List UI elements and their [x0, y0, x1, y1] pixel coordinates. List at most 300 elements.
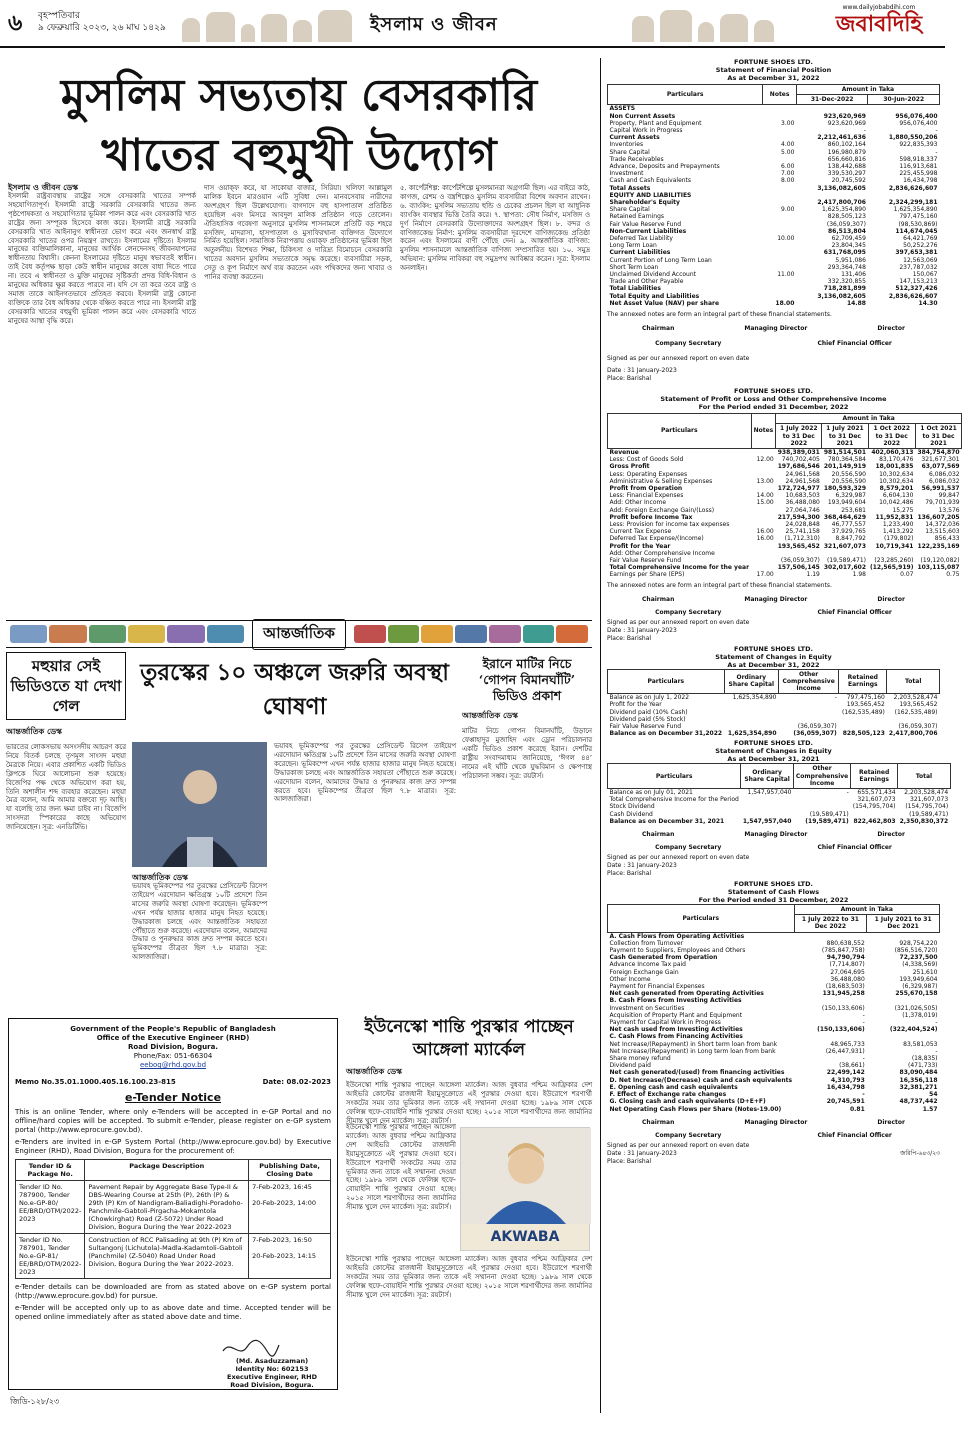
row-value: (471,733)	[908, 1062, 938, 1070]
band-images-right	[350, 622, 592, 646]
row-value	[763, 185, 797, 192]
row-value: -	[862, 1011, 865, 1019]
row-value: 1,625,354,890	[732, 694, 777, 702]
row-value: 740,702,405	[781, 456, 820, 464]
table-row	[608, 271, 940, 278]
row-value	[741, 803, 794, 810]
tender-notice	[8, 1018, 338, 1390]
mahua-headline: মহুয়ার সেই ভিডিওতে যা দেখা গেল	[6, 652, 126, 720]
row-value: 512,327,426	[895, 285, 938, 293]
row-value: 4.00	[781, 141, 795, 149]
tender-table	[15, 1159, 331, 1279]
table-row	[608, 264, 940, 271]
row-value: 27,064,695	[830, 968, 865, 976]
table-row	[608, 1041, 940, 1048]
row-value: 598,918,337	[899, 155, 938, 163]
row-value: (26,447,931)	[825, 1047, 865, 1055]
table-row	[608, 249, 940, 256]
unesco-mid	[346, 1123, 592, 1253]
tender-download: e-Tender details can be downloaded are from as stated above on e-GP system portal (http://www.eprocure.gov.bd) for pursue.	[15, 1283, 331, 1300]
table-row	[608, 997, 940, 1004]
row-value	[763, 134, 797, 141]
row-value	[724, 716, 778, 723]
issue-date	[38, 10, 166, 34]
row-value: 321,607,073	[857, 796, 896, 804]
eq2-col-2: Other Comprehensive Income	[793, 764, 850, 789]
table-row	[608, 803, 951, 810]
row-value: 4,310,793	[830, 1076, 865, 1084]
sig-secretary: Company Secretary	[655, 844, 722, 852]
table-row	[608, 163, 940, 170]
sig-chairman: Chairman	[642, 595, 675, 603]
table-row	[608, 521, 962, 528]
table-row	[608, 456, 962, 463]
table-row	[608, 134, 940, 141]
pl-table	[607, 413, 962, 578]
row-label: D. Net Increase/(Decrease) cash and cash equivalents	[609, 1076, 793, 1084]
table-row	[608, 1091, 940, 1098]
cf-signatures	[607, 1119, 940, 1126]
row-label: Fair Value Reserve Fund	[609, 220, 682, 228]
table-row	[608, 1012, 940, 1019]
table-row	[608, 170, 940, 177]
sfp-signed: Signed as per our annexed report on even date	[607, 355, 750, 363]
table-row	[608, 199, 940, 206]
row-value: 880,638,552	[826, 939, 865, 947]
row-label: Current Portion of Long Term Loan	[609, 256, 712, 264]
sfp-col-particulars: Particulars	[608, 85, 763, 105]
row-value: 1,547,957,040	[742, 817, 792, 825]
row-value	[724, 709, 778, 716]
row-value	[776, 550, 822, 557]
row-value: 2,836,626,607	[888, 292, 938, 300]
sfp-signatures	[607, 325, 940, 332]
row-value: 94,790,794	[826, 954, 865, 962]
row-label: Long Term Loan	[609, 242, 657, 250]
row-value	[763, 293, 797, 300]
cf-col-2: 1 July 2021 to 31 Dec 2021	[867, 915, 940, 932]
eq-signatures	[607, 831, 940, 838]
tender-row-dates	[249, 1181, 331, 1234]
tender-row-close: 20-Feb-2023, 14:15	[252, 1252, 317, 1260]
table-row	[608, 694, 940, 702]
cf-col-amount: Amount in Taka	[794, 905, 939, 915]
unesco-article	[346, 1016, 592, 1412]
row-label: Unclaimed Dividend Account	[609, 271, 697, 279]
pl-period: For the Period ended 31 December, 2022	[698, 403, 849, 412]
row-value	[751, 543, 776, 550]
row-value: 63,077,569	[921, 463, 960, 471]
row-value: 48,965,733	[830, 1040, 865, 1048]
table-row	[608, 1077, 940, 1084]
table-row	[608, 1062, 940, 1069]
row-value: 0.81	[849, 1105, 865, 1113]
table-row	[608, 463, 962, 470]
row-value: 9.00	[781, 206, 795, 214]
turkey-article	[132, 656, 457, 1012]
row-value: 99,847	[938, 492, 960, 500]
row-value: 1,625,354,890	[727, 730, 777, 738]
row-label: Net cash used from Investing Activities	[609, 1026, 743, 1034]
row-value: 860,102,164	[827, 141, 866, 149]
row-value: 15.00	[756, 499, 774, 507]
row-value: 36,488,080	[785, 499, 820, 507]
row-value: 201,149,919	[823, 463, 866, 471]
row-label: Balance as on July 01, 2021	[609, 789, 693, 796]
row-value: (36,059,307)	[793, 730, 837, 738]
row-value: 321,607,073	[823, 542, 866, 550]
sig-secretary: Company Secretary	[655, 340, 722, 348]
row-label: Advance Income Tax paid	[609, 961, 686, 969]
cf-place: Place: Barishal	[607, 1157, 652, 1165]
tender-road: Road Division, Bogura.	[128, 1043, 218, 1051]
row-label: Fair Value Reserve Fund	[609, 556, 682, 564]
row-value: 157,506,145	[777, 564, 820, 572]
row-label: Profit from Operation	[609, 484, 683, 492]
row-label: Balance as on December 31, 2021	[609, 817, 725, 825]
row-value: (162,535,489)	[842, 708, 885, 716]
table-row	[608, 730, 940, 737]
row-label: Total Assets	[609, 184, 651, 192]
iran-article	[462, 656, 592, 956]
turkey-headline: তুরস্কের ১০ অঞ্চলে জরুরি অবস্থা ঘোষণা	[140, 659, 449, 720]
row-value: -	[935, 127, 938, 135]
row-value: 6.00	[781, 163, 795, 171]
row-value	[779, 709, 839, 716]
row-value: 2,417,800,706	[817, 199, 866, 207]
row-value: 981,514,501	[823, 448, 866, 456]
row-value: 2,417,800,706	[888, 730, 938, 738]
eq-signatures-2	[607, 844, 940, 851]
row-value: 332,320,855	[827, 278, 866, 286]
row-value: 631,768,095	[823, 249, 866, 257]
row-value	[751, 471, 776, 478]
row-value	[839, 723, 887, 730]
row-value: (179,802)	[883, 535, 914, 543]
row-value: 2,836,626,607	[888, 184, 938, 192]
row-value: 368,464,629	[823, 513, 866, 521]
table-row	[608, 796, 951, 803]
row-value: 251,610	[912, 968, 938, 976]
masthead[interactable]	[820, 4, 938, 44]
row-value: (23,285,260)	[874, 556, 914, 564]
tender-signatory	[227, 1357, 317, 1389]
table-row	[608, 278, 940, 285]
table-row	[608, 550, 962, 557]
row-label: Investment	[609, 170, 644, 178]
row-label: E. Opening cash and cash equivalents	[609, 1083, 738, 1091]
row-label: Share Capital	[609, 148, 650, 156]
row-value	[868, 550, 915, 557]
row-value: 25,741,158	[785, 528, 820, 536]
row-value: 2,203,528,474	[893, 694, 938, 702]
page-number: ৬	[8, 11, 23, 36]
sig-md: Managing Director	[744, 1118, 808, 1126]
eq-col-particulars: Particulars	[608, 669, 725, 694]
tender-memo-row	[15, 1078, 331, 1087]
mahua-body: ভারতের লোকসভায় অসংসদীয় আচরণ করে নিয়ে বিতর্ক চলছে তৃণমূল সাংসদ মহুয়া মৈত্রকে নিয়ে। এবার প্রকাশিত একটি ভিডিও ক্লিপকে ঘিরে আলোচনা শুরু হয়েছে। বিজেপির পক্ষ থেকে অভিযোগ করা হয়, তিনি অশালীন শব্দ ব্যবহার করেছেন। মহুয়া মৈত্র বলেন, আমি আমার বক্তব্যে দৃঢ় আছি। যা বলেছি তার জন্য ক্ষমা চাইব না। বিজেপি সাংসদরা স্পিকারের কাছে অভিযোগ জানিয়েছেন। সূত্র: এনডিটিভি।	[6, 743, 126, 832]
sig-secretary: Company Secretary	[655, 608, 722, 616]
row-value: 72,237,500	[899, 954, 938, 962]
row-value: (7,714,807)	[829, 961, 865, 969]
row-label: Total Liabilities	[609, 285, 661, 293]
tender-email[interactable]: eebog@rhd.gov.bd	[139, 1061, 207, 1069]
row-label: Total Comprehensive Income for the Period	[609, 796, 739, 804]
row-value	[763, 257, 797, 264]
row-value: 923,620,969	[823, 112, 866, 120]
row-value: 116,913,681	[899, 163, 938, 171]
tender-row-publish: 7-Feb-2023, 16:50	[252, 1236, 312, 1244]
financial-statements	[600, 58, 960, 1413]
tender-col-desc: Package Description	[85, 1160, 249, 1181]
row-value: 339,530,297	[827, 170, 866, 178]
row-label: Investment on Securities	[609, 1004, 685, 1012]
row-value: 64,421,769	[903, 235, 938, 243]
row-value: 828,505,123	[842, 730, 885, 738]
tender-sig-title: Executive Engineer, RHD	[227, 1373, 317, 1381]
row-value	[763, 199, 797, 206]
sig-director: Director	[877, 831, 905, 839]
row-value: 18,001,835	[875, 463, 914, 471]
row-value: (322,404,524)	[889, 1026, 938, 1034]
tender-phone: Phone/Fax: 051-66304	[133, 1052, 213, 1060]
row-value: (36,059,307)	[780, 556, 820, 564]
pl-col-4: 1 Oct 2021 to 31 Dec 2021	[915, 424, 961, 449]
merkel-photo	[460, 1127, 590, 1251]
sig-md: Managing Director	[744, 831, 808, 839]
table-row	[608, 149, 940, 156]
row-value: 10,302,634	[879, 470, 914, 478]
row-value: 253,681	[841, 506, 866, 514]
table-row	[608, 156, 940, 163]
row-value: 3,136,082,605	[817, 184, 866, 192]
row-value: -	[935, 1019, 938, 1027]
row-label: Shareholder's Equity	[609, 199, 680, 207]
row-label: Collection from Turnover	[609, 939, 684, 947]
row-value: 822,462,803	[853, 817, 896, 825]
row-value: 1,413,292	[882, 528, 914, 536]
row-value: 23,804,345	[831, 242, 866, 250]
row-value: -	[862, 1091, 865, 1099]
row-label: Inventories	[609, 141, 644, 149]
row-value: 83,090,484	[899, 1069, 938, 1077]
cf-signed: Signed as per our annexed report on even date	[607, 1141, 750, 1149]
pl-title: Statement of Profit or Loss and Other Comprehensive Income	[660, 395, 887, 404]
row-value: 1,233,490	[882, 520, 914, 528]
row-value: (19,589,471)	[826, 556, 866, 564]
row-value: 54	[929, 1091, 938, 1099]
table-row	[608, 285, 940, 292]
row-value: 797,475,160	[899, 213, 938, 221]
row-value	[763, 264, 797, 271]
row-value: 24,961,568	[785, 477, 820, 485]
table-row	[608, 1033, 940, 1040]
tender-code: জিডি-১২৮/২৩	[10, 1397, 60, 1406]
tender-row-desc: Pavement Repair by Aggregate Base Type-II & DBS-Wearing Course at 25th (P), 26th (P) & 29th (P) Km of Nandigram-Baliadighi-Poradoho-Panchmile-Gabtoli-Pirgacha-Mokamtola (Chowkirghat) Road (Z-5072) Under Road Division, Bogura During the Year 2022-2023	[85, 1181, 249, 1234]
row-value: 11.00	[777, 271, 795, 279]
row-value: 302,017,602	[823, 564, 866, 572]
row-value	[839, 716, 887, 723]
row-value: -	[863, 127, 866, 135]
row-value: 193,565,452	[899, 701, 938, 709]
row-value	[751, 507, 776, 514]
row-value: 36,488,080	[830, 975, 865, 983]
row-value: -	[935, 1047, 938, 1055]
row-label: Dividend paid (10% Cash)	[609, 708, 688, 716]
row-label: Less: Provision for income tax expenses	[609, 520, 730, 528]
row-value: 0.07	[900, 571, 914, 579]
table-row	[608, 535, 962, 542]
eq2-title: Statement of Changes in Equity	[715, 747, 832, 756]
row-label: Deferred Tax Liability	[609, 235, 673, 243]
row-value: 2,203,528,474	[904, 789, 949, 796]
speaker-silhouette	[132, 742, 267, 867]
row-value	[763, 213, 797, 220]
row-value: 923,620,969	[827, 119, 866, 127]
row-value: (1,378,019)	[902, 1011, 938, 1019]
tender-row-dates	[249, 1234, 331, 1279]
row-value: 172,724,977	[777, 484, 820, 492]
table-row	[608, 571, 962, 578]
tender-office: Office of the Executive Engineer (RHD)	[96, 1034, 250, 1042]
row-value	[751, 485, 776, 492]
turkey-photo	[132, 742, 267, 867]
row-value: (150,133,606)	[817, 1026, 865, 1034]
sig-cfo: Chief Financial Officer	[817, 844, 892, 852]
table-row	[608, 257, 940, 264]
row-value	[867, 997, 940, 1004]
row-value: (856,516,720)	[894, 947, 938, 955]
table-row	[608, 983, 940, 990]
row-value	[794, 932, 867, 940]
row-value: 150,067	[912, 271, 938, 279]
row-value: 828,505,123	[827, 213, 866, 221]
table-row	[608, 185, 940, 192]
issue-date-text: ৯ ফেব্রুয়ারি ২০২৩, ২৬ মাঘ ১৪২৯	[38, 23, 166, 33]
section-title: ইসলাম ও জীবন	[370, 14, 498, 35]
row-value	[763, 127, 797, 134]
row-value	[741, 811, 794, 818]
row-value: 856,433	[934, 535, 960, 543]
table-row	[608, 485, 962, 492]
row-label: Stock Dividend	[609, 803, 655, 811]
row-label: Trade Receivables	[609, 155, 664, 163]
row-value: 20,556,590	[831, 470, 866, 478]
pl-company: FORTUNE SHOES LTD.	[734, 387, 813, 396]
lead-column-3: ৫. কার্পেটশিল্প: কার্পেটশিল্পে মুসলমানরা অগ্রগামী ছিল। এর বাইরে কাঠ, কাগজ, রেশম ও বস্ত্রশিল্পেও মুসলিম ব্যবসায়ীরা বিশেষ অবদান রাখেন। ৬. ব্যাংকিং: মুসলিম সভ্যতায় হুন্ডি ও চেকের প্রচলন ছিল যা আধুনিক ব্যাংকিং ব্যবস্থার ভিত্তি তৈরি করে। ৭. স্থাপত্য: সৌধ নির্মাণ, মসজিদ ও দুর্গ নির্মাণে বেসরকারি উদ্যোক্তাদের অংশগ্রহণ ছিল। ৮. বন্দর ও বাণিজ্যকেন্দ্র নির্মাণ: মুসলিম ব্যবসায়ীরা দূরদেশে বাণিজ্যকেন্দ্র প্রতিষ্ঠা করেন এবং ইসলামের বাণী পৌঁছে দেন। ৯. আন্তর্জাতিক বাণিজ্য: মুসলিম শাসনামলে আন্তর্জাতিক বাণিজ্য সম্প্রসারিত হয়। ১০. সমুদ্র অভিযান: মুসলিম নাবিকরা বহু সমুদ্রপথ আবিষ্কার করেন। সূত্র: ইসলাম অনলাইন।	[400, 184, 590, 273]
row-value: 655,571,434	[857, 789, 896, 796]
header-decoration-left	[182, 8, 352, 42]
row-value: 656,660,816	[827, 155, 866, 163]
row-value: 193,565,452	[777, 542, 820, 550]
row-value: 217,594,300	[777, 513, 820, 521]
pl-col-3: 1 Oct 2022 to 31 Dec 2022	[868, 424, 915, 449]
row-value: 46,777,557	[831, 520, 866, 528]
row-value: (19,589,471)	[809, 810, 849, 818]
eq-place: Place: Barishal	[607, 870, 652, 878]
row-label: A. Cash Flows from Operating Activities	[609, 932, 745, 940]
row-value: 1,625,354,890	[822, 206, 866, 214]
row-value	[741, 796, 794, 803]
row-label: Fair Value Reserve Fund	[609, 722, 682, 730]
lead-column-2: দাস ওয়াক্ফ করে, যা সাকোয়া বাজার, সিরিয়া। খলিফা আল্লামুল মালিক ইবনে মারওয়ান এটি সুবিধা দেন। মানবসেবায় নারীদের অংশগ্রহণ ছিল উল্লেখযোগ্য। বাগদাদে বহু হাসপাতাল প্রতিষ্ঠিত হয়েছিল এবং মিসরে আবদুল মালিক প্রতিষ্ঠান গড়ে তোলেন। ঐতিহাসিক গবেষণা অনুসারে মুসলিম শাসনামলে প্রতিটি বড় শহরে মসজিদ, মাদরাসা, হাসপাতাল ও মুসাফিরখানা ব্যক্তিগত উদ্যোগে নির্মিত হয়েছিল। সামাজিক নিরাপত্তায় ওয়াক্ফ প্রতিষ্ঠানের ভূমিকা ছিল অতুলনীয়। বিশেষত শিক্ষা, চিকিৎসা ও দারিদ্র্য বিমোচনে বেসরকারি খাতের অবদান মুসলিম সভ্যতাকে সমৃদ্ধ করেছে। ব্যবসায়ীরা সড়ক, সেতু ও কূপ নির্মাণে অর্থ ব্যয় করতেন এবং পথিকদের জন্য খাবার ও পানির ব্যবস্থা করতেন।	[204, 184, 392, 282]
table-row	[608, 811, 951, 818]
unesco-headline: ইউনেস্কো শান্তি পুরস্কার পাচ্ছেন আঙ্গেলা ম্যার্কেল	[364, 1017, 574, 1060]
row-value: (18,835)	[911, 1055, 938, 1063]
sig-secretary: Company Secretary	[655, 1131, 722, 1139]
table-row	[608, 1069, 940, 1076]
pl-signed: Signed as per our annexed report on even date	[607, 618, 750, 626]
row-label: Net cash generated/(used) from financing activities	[609, 1069, 785, 1077]
row-label: Property, Plant and Equipment	[609, 119, 702, 127]
row-value: (12,565,919)	[870, 564, 914, 572]
sfp-col-amount: Amount in Taka	[796, 85, 939, 95]
row-value: 237,787,032	[899, 263, 938, 271]
row-value	[779, 716, 839, 723]
row-label: Current Liabilities	[609, 249, 671, 257]
row-value	[793, 796, 850, 803]
tender-col-id: Tender ID & Package No.	[16, 1160, 85, 1181]
row-value: 384,754,870	[917, 448, 960, 456]
cf-date-line: Date : 31 January-2023	[607, 1149, 677, 1157]
row-label: Balance as on July 1, 2022	[609, 694, 690, 702]
row-value: (98,530,869)	[898, 220, 938, 228]
row-value: 122,235,169	[917, 542, 960, 550]
lead-headline-line2: খাতের বহুমুখী উদ্যোগ	[101, 130, 497, 181]
row-value: 193,565,452	[846, 701, 885, 709]
row-label: Trade and Other Payable	[609, 278, 684, 286]
row-label: Earnings per Share (EPS)	[609, 571, 685, 579]
table-row	[608, 701, 940, 708]
row-label: Current Tax Expense	[609, 528, 672, 536]
row-value: 718,281,899	[823, 285, 866, 293]
row-value: 8,579,201	[879, 484, 914, 492]
row-value: 20,556,590	[831, 477, 866, 485]
row-value: 180,593,329	[823, 484, 866, 492]
pl-col-2: 1 July 2021 to 31 Dec 2021	[822, 424, 868, 449]
table-row	[608, 557, 962, 564]
row-label: Net Increase/(Repayment) in Long term loan from bank	[609, 1047, 776, 1055]
row-label: Cash Dividend	[609, 810, 653, 818]
row-value: (36,059,307)	[797, 722, 837, 730]
row-label: Less: Financial Expenses	[609, 492, 684, 500]
sfp-annexed: The annexed notes are form an integral part of these financial statements.	[607, 311, 832, 319]
eq2-company: FORTUNE SHOES LTD.	[734, 739, 813, 748]
row-value: 147,153,213	[899, 278, 938, 286]
row-value: -	[862, 1055, 865, 1063]
row-label: Payment for Capital Work in Progress	[609, 1019, 721, 1027]
table-row	[608, 976, 940, 983]
row-value: 938,389,031	[777, 448, 820, 456]
row-value: 114,674,045	[895, 227, 938, 235]
tender-col-date: Publishing Date, Closing Date	[249, 1160, 331, 1181]
table-row	[608, 120, 940, 127]
row-value	[763, 242, 797, 249]
row-value: -	[862, 1019, 865, 1027]
cf-col-particulars: Particulars	[608, 905, 795, 933]
sig-md: Managing Director	[744, 595, 808, 603]
row-label: ASSETS	[609, 105, 636, 113]
signature-icon	[221, 1337, 281, 1359]
lead-article	[4, 58, 596, 618]
table-row	[608, 127, 940, 134]
eq-title: Statement of Changes in Equity	[715, 652, 832, 661]
row-value	[794, 997, 867, 1004]
row-value	[751, 514, 776, 521]
row-label: Net Operating Cash Flows per Share (Notes-19.00)	[609, 1105, 782, 1113]
eq-date1: As at December 31, 2022	[727, 660, 820, 669]
row-value	[763, 249, 797, 256]
